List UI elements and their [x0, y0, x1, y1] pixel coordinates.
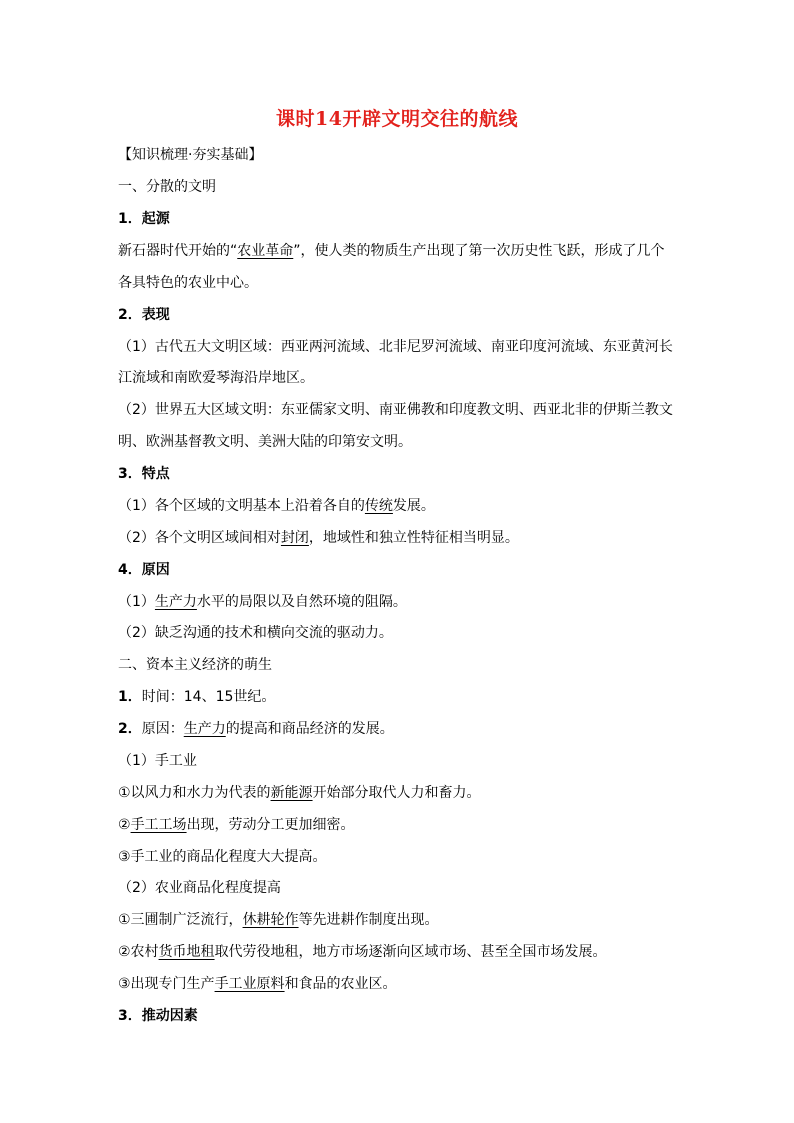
origin-paragraph-line-1 [118, 241, 678, 261]
underlined-term: 手工业原料 [214, 976, 285, 992]
heading-manifestation: 2．表现 [118, 307, 170, 323]
text-span: 新石器时代开始的“ [118, 243, 238, 259]
text-span: ② [118, 817, 131, 833]
manifestation-a-line-1: （1）古代五大文明区域：西亚两河流域、北非尼罗河流域、南亚印度河流域、东亚黄河长 [118, 339, 673, 355]
agriculture-item-3 [118, 974, 678, 994]
underlined-term: 休耕轮作 [242, 912, 299, 928]
underlined-term: 农业革命 [237, 243, 294, 259]
agriculture-item-2 [118, 942, 678, 962]
agriculture-item-1 [118, 910, 678, 930]
text-span: ①以风力和水力为代表的 [118, 785, 271, 801]
numbered-label: 2． [118, 721, 142, 737]
heading-features: 3．特点 [118, 466, 170, 482]
origin-paragraph-line-2: 各具特色的农业中心。 [118, 275, 258, 291]
heading-driving-factors: 3．推动因素 [118, 1008, 198, 1024]
text-span: ，地域性和独立性特征相当明显。 [308, 530, 519, 546]
handicraft-item-2 [118, 815, 678, 835]
causes-item-2: （2）缺乏沟通的技术和横向交流的驱动力。 [118, 625, 393, 641]
underlined-term: 新能源 [270, 785, 313, 801]
text-span: （1） [118, 594, 155, 610]
heading-origin: 1．起源 [118, 211, 170, 227]
reason-line [118, 719, 678, 739]
text-span: 时间：14、15世纪。 [141, 689, 276, 705]
text-span: ①三圃制广泛流行， [118, 912, 243, 928]
underlined-term: 传统 [364, 498, 393, 514]
text-span: 开始部分取代人力和畜力。 [312, 785, 481, 801]
text-span: 发展。 [392, 498, 435, 514]
text-span: 等先进耕作制度出现。 [298, 912, 439, 928]
handicraft-item-3: ③手工业的商品化程度大大提高。 [118, 849, 327, 865]
features-item-2 [118, 528, 678, 548]
numbered-label: 1． [118, 689, 142, 705]
time-line [118, 687, 678, 707]
section-heading-2: 二、资本主义经济的萌生 [118, 657, 272, 673]
features-item-1 [118, 496, 678, 516]
text-span: ”，使人类的物质生产出现了第一次历史性飞跃，形成了几个 [293, 243, 665, 259]
text-span: 和食品的农业区。 [284, 976, 397, 992]
underlined-term: 货币地租 [158, 944, 215, 960]
text-span: 取代劳役地租，地方市场逐渐向区域市场、甚至全国市场发展。 [214, 944, 607, 960]
underlined-term: 手工工场 [130, 817, 187, 833]
handicraft-item-1 [118, 783, 678, 803]
section-heading-1: 一、分散的文明 [118, 179, 216, 195]
text-span: ③出现专门生产 [118, 976, 215, 992]
text-span: 的提高和商品经济的发展。 [225, 721, 394, 737]
heading-causes: 4．原因 [118, 562, 170, 578]
agriculture-heading: （2）农业商品化程度提高 [118, 880, 281, 896]
text-span: ②农村 [118, 944, 159, 960]
text-span: （1）各个区域的文明基本上沿着各自的 [118, 498, 365, 514]
handicraft-heading: （1）手工业 [118, 753, 197, 769]
causes-item-1 [118, 592, 678, 612]
subtitle: 【知识梳理·夯实基础】 [118, 147, 263, 163]
manifestation-b-line-2: 明、欧洲基督教文明、美洲大陆的印第安文明。 [118, 434, 412, 450]
manifestation-a-line-2: 江流域和南欧爱琴海沿岸地区。 [118, 370, 314, 386]
underlined-term: 生产力 [154, 594, 197, 610]
underlined-term: 封闭 [280, 530, 309, 546]
underlined-term: 生产力 [183, 721, 226, 737]
text-span: 原因： [141, 721, 184, 737]
page-title: 课时14开辟文明交往的航线 [276, 108, 518, 130]
text-span: 出现，劳动分工更加细密。 [186, 817, 355, 833]
text-span: （2）各个文明区域间相对 [118, 530, 281, 546]
text-span: 水平的局限以及自然环境的阻隔。 [196, 594, 407, 610]
manifestation-b-line-1: （2）世界五大区域文明：东亚儒家文明、南亚佛教和印度教文明、西亚北非的伊斯兰教文 [118, 402, 673, 418]
